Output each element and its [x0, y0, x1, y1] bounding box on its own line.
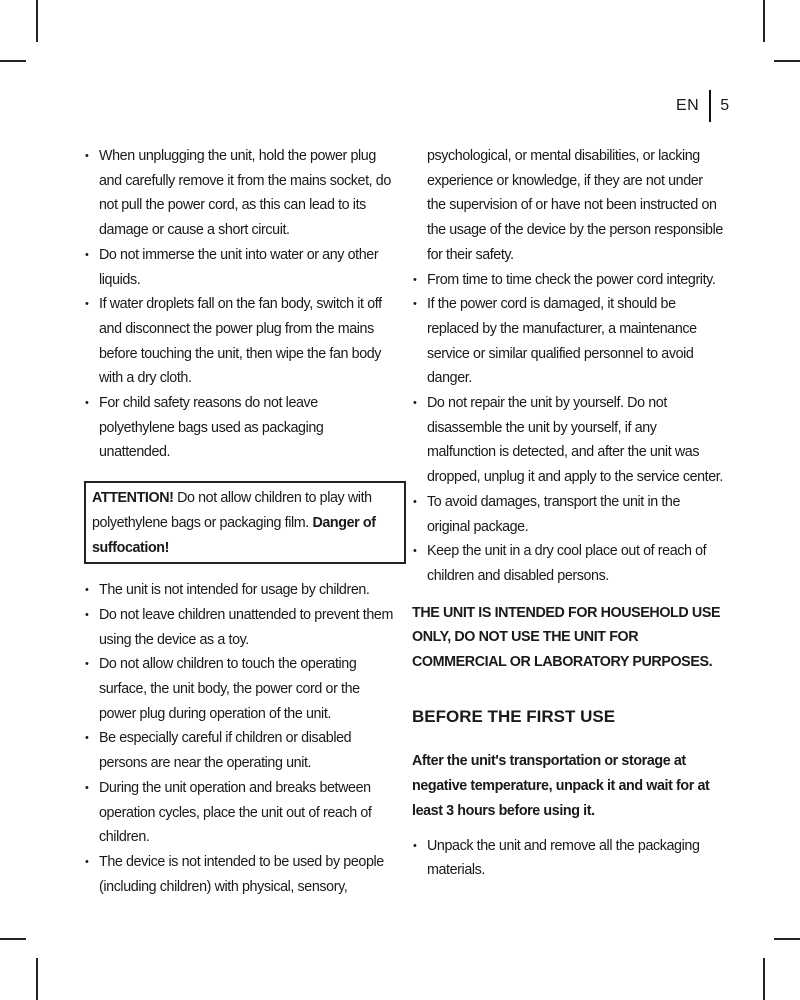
header-divider	[709, 90, 711, 122]
right-column	[412, 144, 724, 883]
list-item: • To avoid damages, transport the unit in the original package.	[412, 490, 724, 539]
list-item: • Do not immerse the unit into water or any other liquids.	[84, 243, 396, 292]
left-column	[84, 144, 396, 899]
safety-list-right	[412, 268, 724, 589]
crop-mark	[763, 958, 765, 1000]
section-heading: BEFORE THE FIRST USE	[412, 706, 616, 726]
list-item: • The device is not intended to be used by people (including children) with physical, sensory,	[84, 850, 396, 899]
list-item: • Keep the unit in a dry cool place out of reach of children and disabled persons.	[412, 539, 724, 588]
attention-label: ATTENTION!	[92, 490, 174, 507]
crop-mark	[36, 958, 38, 1000]
page-header	[676, 90, 729, 122]
list-item: • If the power cord is damaged, it should be replaced by the manufacturer, a maintenance service or similar qualified personnel to avoid danger.	[412, 292, 724, 391]
continued-text: psychological, or mental disabilities, or lacking experience or knowledge, if they are not under the supervision of or have not been instructed on the usage of the device by the person responsible for their safety.	[427, 148, 723, 263]
safety-list-top	[84, 144, 396, 465]
attention-box	[84, 481, 406, 564]
list-item: • Unpack the unit and remove all the packaging materials.	[412, 834, 724, 883]
crop-mark	[774, 938, 800, 940]
attention-warning: Danger of suffocation!	[92, 514, 376, 556]
list-item: • Do not leave children unattended to prevent them using the device as a toy.	[84, 603, 396, 652]
list-item: • Do not repair the unit by yourself. Do not disassemble the unit by yourself, if any malfunction is detected, and after the unit was dropped, unplug it and apply to the service center.	[412, 391, 724, 490]
list-item: • For child safety reasons do not leave polyethylene bags used as packaging unattended.	[84, 391, 396, 465]
safety-list-bottom	[84, 578, 396, 899]
list-item: • The unit is not intended for usage by children.	[84, 578, 396, 603]
language-code: EN	[676, 97, 700, 114]
first-use-note: After the unit's transportation or storage at negative temperature, unpack it and wait for at least 3 hours before using it.	[412, 753, 710, 819]
list-item: • Be especially careful if children or disabled persons are near the operating unit.	[84, 726, 396, 775]
attention-text: Do not allow children to play with polyethylene bags or packaging film.	[92, 490, 372, 531]
crop-mark	[0, 938, 26, 940]
crop-mark	[774, 60, 800, 62]
list-item: • During the unit operation and breaks between operation cycles, place the unit out of reach of children.	[84, 776, 396, 850]
crop-mark	[36, 0, 38, 42]
list-item: • Do not allow children to touch the operating surface, the unit body, the power cord or the power plug during operation of the unit.	[84, 652, 396, 726]
list-item: • From time to time check the power cord integrity.	[412, 268, 724, 293]
household-use-notice: THE UNIT IS INTENDED FOR HOUSEHOLD USE ONLY, DO NOT USE THE UNIT FOR COMMERCIAL OR LABORATORY PURPOSES.	[412, 604, 721, 671]
first-use-list	[412, 834, 724, 883]
crop-mark	[0, 60, 26, 62]
list-item: • If water droplets fall on the fan body, switch it off and disconnect the power plug from the mains before touching the unit, then wipe the fan body with a dry cloth.	[84, 292, 396, 391]
page-number: 5	[720, 97, 730, 114]
list-item: • When unplugging the unit, hold the power plug and carefully remove it from the mains socket, do not pull the power cord, as this can lead to its damage or cause a short circuit.	[84, 144, 396, 243]
crop-mark	[763, 0, 765, 42]
